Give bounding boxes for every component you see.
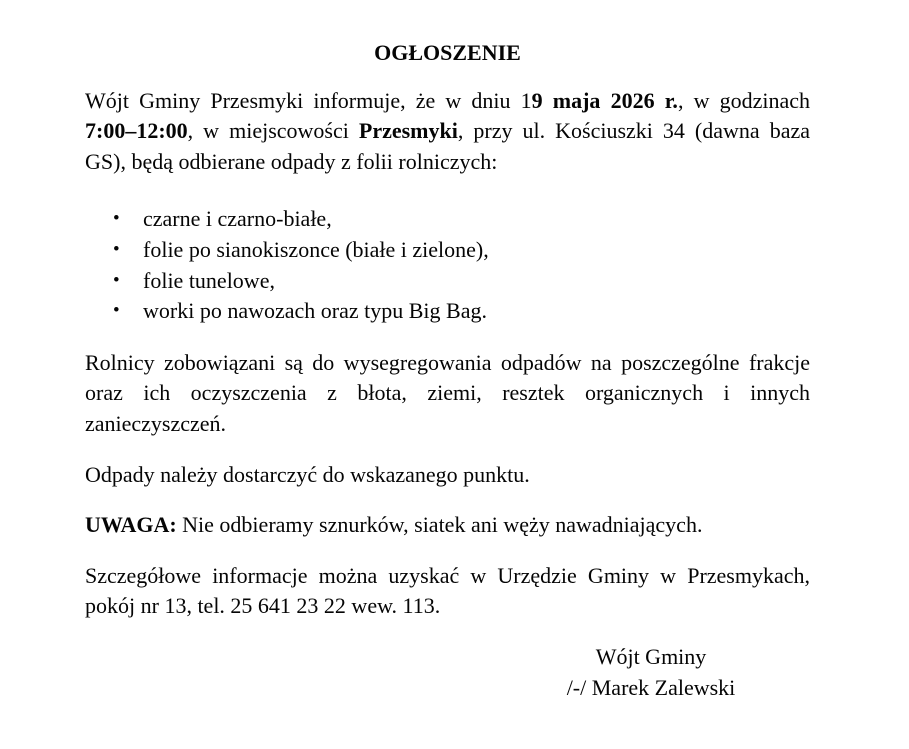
bullet-icon: • (113, 208, 120, 230)
delivery-paragraph: Odpady należy dostarczyć do wskazanego punktu. (85, 461, 530, 487)
list-item-text: folie tunelowe, (143, 267, 275, 293)
intro-date: 9 maja 2026 r. (531, 87, 678, 113)
intro-run-7: , przy ul. Kościuszki 34 (dawna baza GS), będą odbierane odpady z folii rolniczych: (85, 118, 810, 174)
list-item (85, 296, 810, 327)
intro-paragraph (85, 86, 810, 178)
sorting-paragraph: Rolnicy zobowiązani są do wysegregowania odpadów na poszczególne frakcje oraz ich oczyszczenia z błota, ziemi, resztek organicznych i innych zanieczyszczeń. (85, 349, 810, 436)
signature-block (491, 642, 811, 703)
intro-run-3: , w godzinach (677, 87, 810, 113)
list-item (85, 204, 810, 235)
intro-hours: 7:00–12:00 (85, 118, 188, 144)
waste-types-list (85, 204, 810, 326)
signature-role: Wójt Gminy (595, 643, 707, 669)
list-item-text: worki po nawozach oraz typu Big Bag. (143, 298, 487, 324)
page-title: OGŁOSZENIE (374, 40, 521, 65)
intro-run-1: Wójt Gminy Przesmyki informuje, że w dniu 1 (85, 87, 532, 113)
intro-place: Przesmyki (358, 118, 458, 144)
bullet-icon: • (113, 269, 120, 291)
intro-run-5: , w miejscowości (187, 118, 359, 144)
notice-paragraph (85, 510, 810, 541)
notice-text: Nie odbieramy sznurków, siatek ani węży nawadniających. (176, 512, 703, 538)
list-item (85, 266, 810, 297)
signature-name: /-/ Marek Zalewski (566, 674, 736, 700)
bullet-icon: • (113, 300, 120, 322)
notice-label: UWAGA: (85, 512, 177, 538)
contact-paragraph: Szczegółowe informacje można uzyskać w Urzędzie Gminy w Przesmykach, pokój nr 13, tel. 25 641 23 22 wew. 113. (85, 562, 810, 619)
bullet-icon: • (113, 238, 120, 260)
list-item-text: czarne i czarno-białe, (143, 206, 332, 232)
list-item (85, 235, 810, 266)
list-item-text: folie po sianokiszonce (białe i zielone), (143, 236, 489, 262)
